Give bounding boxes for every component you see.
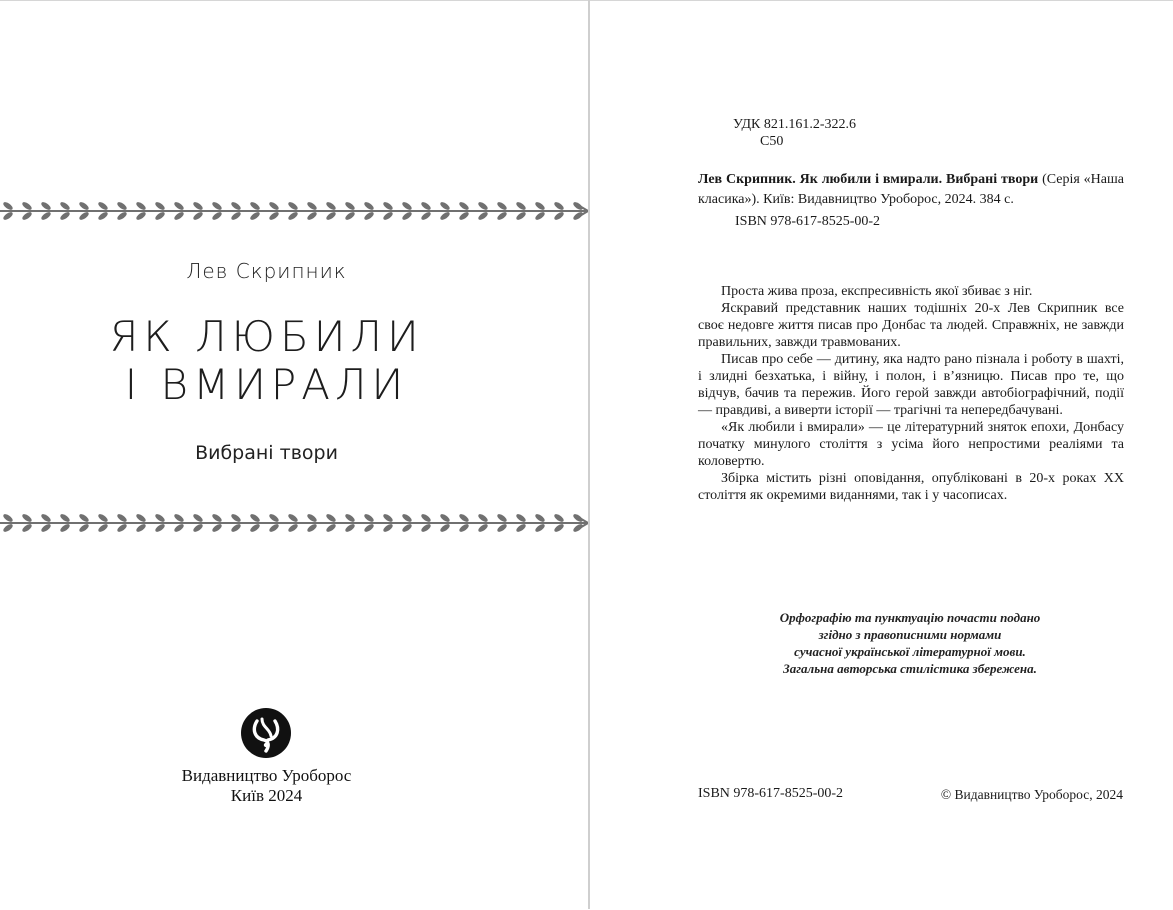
note-line: Загальна авторська стилістика збережена. [783,661,1037,676]
vine-ornament-icon [0,199,589,223]
biblio-title: Лев Скрипник. Як любили і вмирали. Вибрані твори [698,172,1039,187]
isbn-footer: ISBN 978-617-8525-00-2 [698,786,844,801]
book-title-line-2: І ВМИРАЛИ [124,360,409,409]
ouroboros-logo-icon [240,707,292,759]
publisher-name: Видавництво Уроборос [181,766,352,785]
annotation-paragraph: Писав про себе — дитину, яка надто рано пізнала і роботу в шахті, і злидні безхатька, і війну, і полон, і в’язницю. Писав про те, що відчув, бачив та пережив. Його герой завжди автобіографічний, події — правдиві, а виверти історії — трагічні та непередбачувані. [698,352,1124,418]
annotation-paragraph: Проста жива проза, експресивність якої збиває з ніг. [721,284,1033,299]
publisher-city-year: Київ 2024 [230,786,303,805]
book-title [0,313,533,409]
orthography-note [700,609,1120,677]
isbn-record: ISBN 978-617-8525-00-2 [735,214,881,229]
biblio-details: (Серія «Наша класика»). Київ: Видавництво Уроборос, 2024. 384 с. [698,172,1124,207]
note-line: згідно з правописними нормами [818,627,1002,642]
bibliographic-record [698,170,1124,210]
vine-ornament-icon [0,511,589,535]
book-title-line-1: ЯК ЛЮБИЛИ [109,312,424,361]
note-line: Орфографію та пунктуацію почасти подано [779,610,1041,625]
annotation-paragraph: Яскравий представник наших тодішніх 20-х Лев Скрипник все своє недовге життя писав про Донбас та людей. Справжніх, не завжди правильних, завжди травмованих. [698,301,1124,350]
copyright-notice: © Видавництво Уроборос, 2024 [940,787,1123,802]
note-line: сучасної української літературної мови. [794,644,1026,659]
author-sign-code: С50 [760,134,784,149]
author-name: Лев Скрипник [186,259,347,283]
publisher-imprint [0,766,533,806]
annotation [698,283,1124,504]
book-subtitle: Вибрані твори [195,442,338,464]
annotation-paragraph: «Як любили і вмирали» — це літературний зняток епохи, Донбасу початку минулого століття з усіма його непростими реаліями та коловертю. [698,420,1124,469]
annotation-paragraph: Збірка містить різні оповідання, опубліковані в 20-х роках XX століття як окремими виданнями, так і у часописах. [698,471,1124,503]
udc-classification: УДК 821.161.2-322.6 [733,117,857,132]
